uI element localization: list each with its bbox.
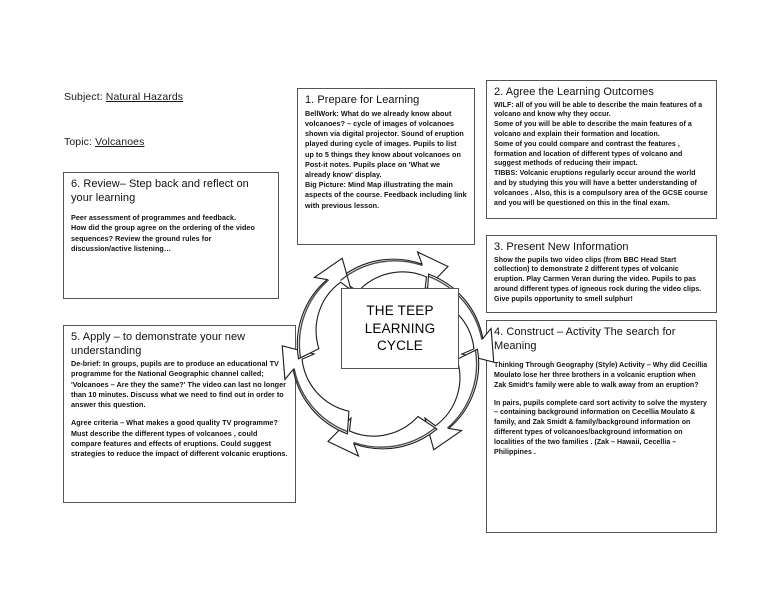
subject-label: Subject: bbox=[64, 91, 103, 103]
box-1-title: 1. Prepare for Learning bbox=[305, 94, 420, 106]
topic-line bbox=[64, 136, 144, 148]
box-1-paragraph-2: Big Picture: Mind Map illustrating the main aspects of the course. Feedback including link with previous lesson. bbox=[305, 180, 467, 210]
subject-line bbox=[64, 91, 183, 103]
cycle-label-line-3: CYCLE bbox=[376, 338, 423, 354]
box-2-title: 2. Agree the Learning Outcomes bbox=[494, 86, 654, 98]
box-6-body bbox=[71, 213, 271, 254]
box-2-paragraph-3: Some of you could compare and contrast the features , formation and location of different types of volcano and suggest methods of reducing their impact. bbox=[494, 140, 683, 168]
box-3-paragraph-1: Show the pupils two video clips (from BBC Head Start collection) to demonstrate 2 different types of volcanic eruption. Play Carmen Veran during the video. Pupils to pas around different types of igneous rock during the video clips. Give pupils opportunity to smell sulphur! bbox=[494, 256, 702, 303]
box-4-construct bbox=[486, 320, 717, 533]
box-5-paragraph-2: Agree criteria – What makes a good quality TV programme? Must describe the different types of volcanoes , could compare features and effects of eruptions. Could suggest strategies to reduce the impact of different volcanic eruptions. bbox=[71, 418, 288, 458]
box-3-body bbox=[494, 256, 709, 305]
cycle-center-label bbox=[341, 288, 459, 369]
box-6-paragraph-1: Peer assessment of programmes and feedback. bbox=[71, 213, 237, 223]
box-3-title: 3. Present New Information bbox=[494, 241, 629, 253]
subject-value: Natural Hazards bbox=[105, 91, 184, 103]
box-4-paragraph-1: Thinking Through Geography (Style) Activity – Why did Cecillia Moulato lose her three brothers in a volcanic eruption when Zak Smidt's family were able to walk away from an eruption? bbox=[494, 362, 708, 389]
box-4-title: 4. Construct – Activity The search for Meaning bbox=[494, 326, 676, 352]
box-2-body bbox=[494, 101, 709, 209]
box-6-paragraph-2: How did the group agree on the ordering of the video sequences? Review the ground rules for discussion/active listening… bbox=[71, 223, 255, 253]
box-1-prepare bbox=[297, 88, 475, 245]
topic-label: Topic: bbox=[64, 136, 93, 148]
box-4-body bbox=[494, 361, 709, 457]
cycle-label-line-1: THE TEEP bbox=[366, 303, 434, 319]
box-5-body bbox=[71, 359, 288, 459]
box-6-title: 6. Review– Step back and reflect on your learning bbox=[71, 178, 249, 204]
box-6-review bbox=[63, 172, 279, 299]
box-2-outcomes bbox=[486, 80, 717, 219]
box-4-paragraph-2: In pairs, pupils complete card sort activity to solve the mystery – containing background information on Cecellia Moulato & family, and Zak Smidt & family/background information on different types of volcanoes/background information on localities of the two families . (Zak – Hawaii, Cecellia – Philippines . bbox=[494, 399, 707, 456]
topic-value: Volcanoes bbox=[95, 136, 145, 148]
box-5-apply bbox=[63, 325, 296, 503]
box-2-paragraph-2: Some of you will be able to describe the main features of a volcano and explain their formation and location. bbox=[494, 121, 692, 139]
box-5-paragraph-1: De-brief: In groups, pupils are to produce an educational TV programme for the National Geographic channel called; 'Volcanoes – Are they the same?' The video can last no longer than 10 minutes. Discuss what we need to find out in order to answer this question. bbox=[71, 359, 286, 410]
box-2-paragraph-1: WILF: all of you will be able to describe the main features of a volcano and know why they occur. bbox=[494, 101, 703, 119]
box-5-title: 5. Apply – to demonstrate your new understanding bbox=[71, 331, 246, 357]
box-2-paragraph-4: TIBBS: Volcanic eruptions regularly occur around the world and by studying this you will have a better understanding of volcanoes . Also, this is a compulsory area of the GCSE course and you will be questioned on this in the final exam. bbox=[494, 170, 708, 207]
box-3-present bbox=[486, 235, 717, 313]
box-1-paragraph-1: BellWork: What do we already know about volcanoes? – cycle of images of volcanoes shown via digital projector. Sound of eruption played during cycle of images. Pupils to list up to 5 things they know about volcanoes on Post-it notes. Pupils place on 'What we already know' display. bbox=[305, 108, 464, 179]
box-1-body bbox=[305, 109, 467, 211]
cycle-label-line-2: LEARNING bbox=[364, 320, 436, 336]
